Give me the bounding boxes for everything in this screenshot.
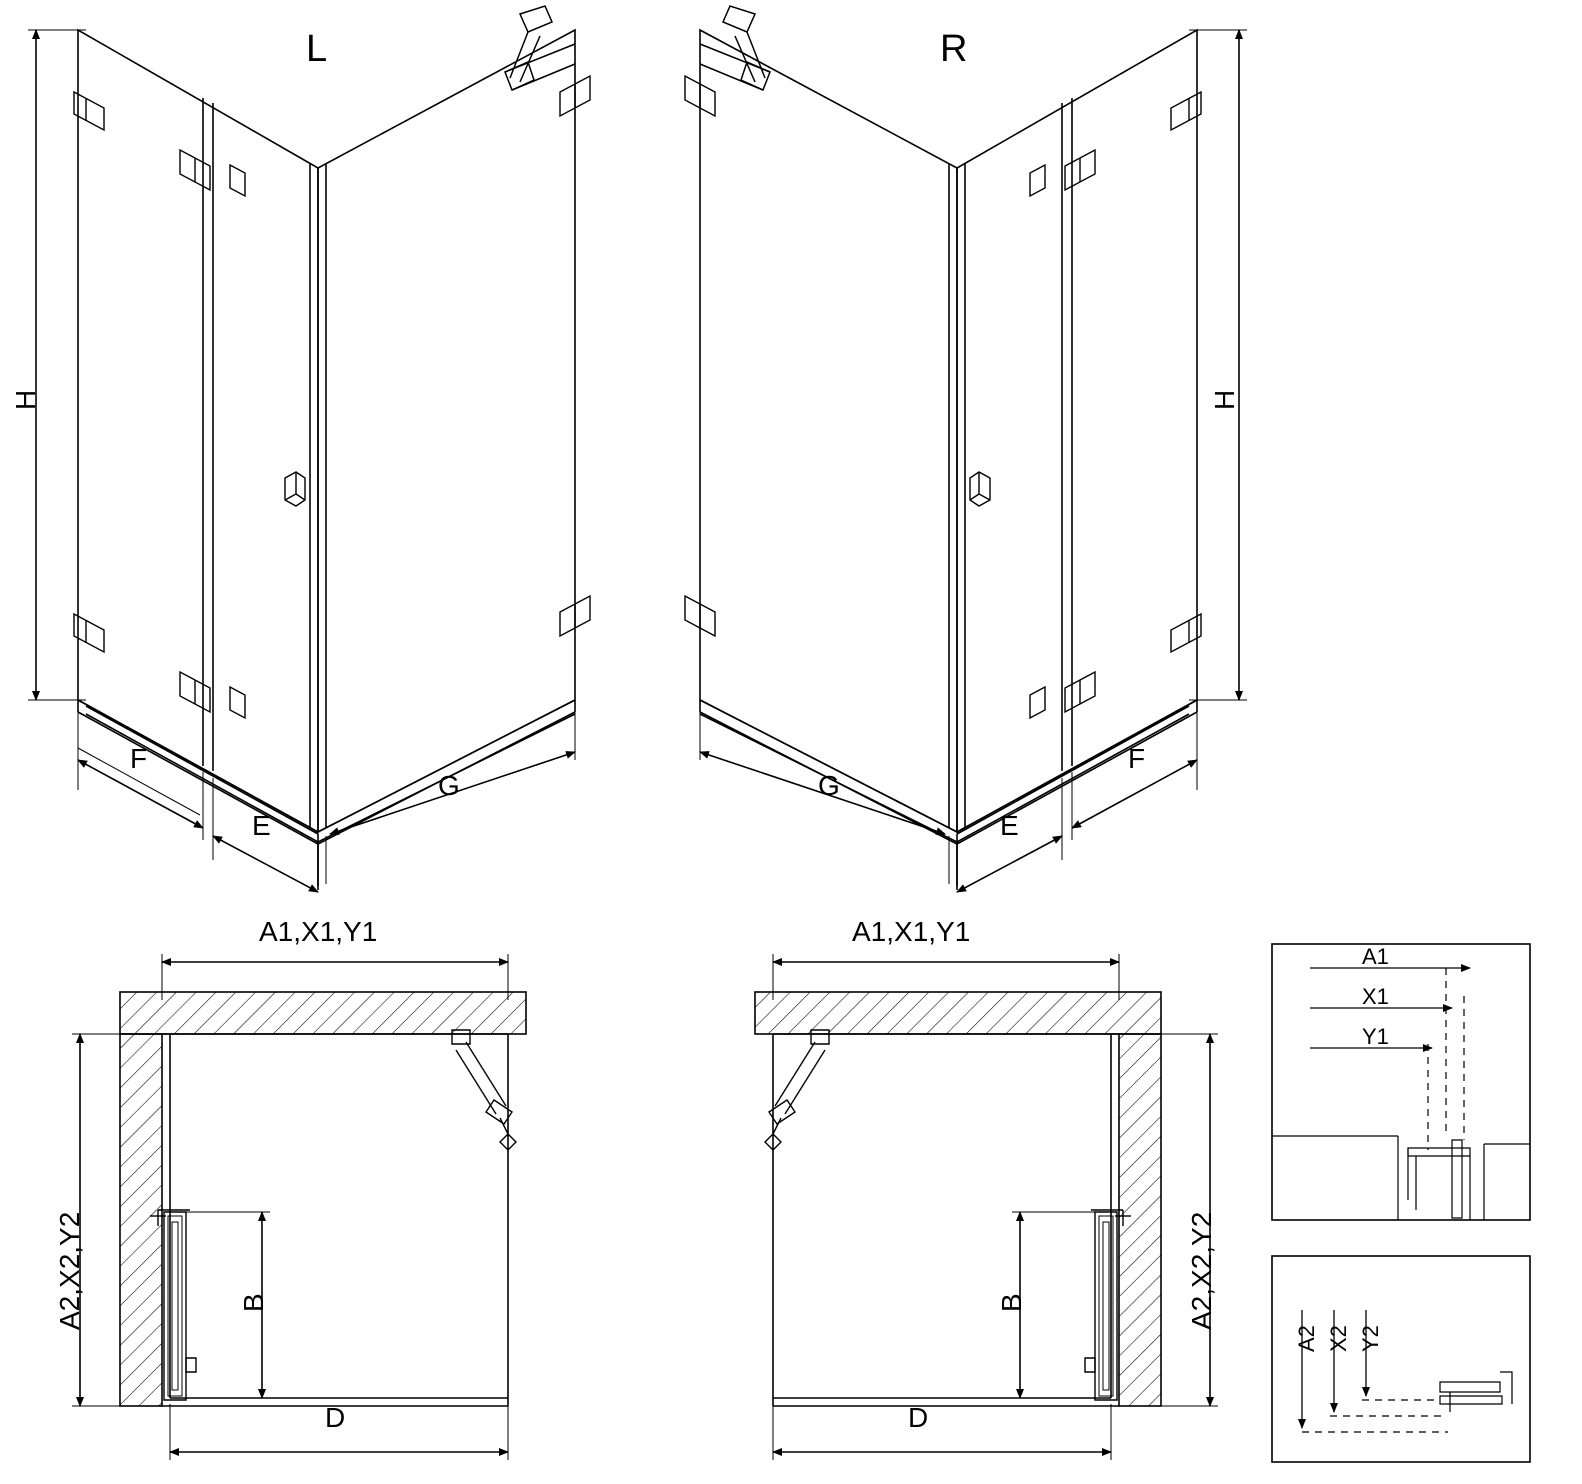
detail-bottom-label-a2: A2 bbox=[1294, 1325, 1319, 1352]
detail-top-label-x1: X1 bbox=[1362, 984, 1389, 1009]
view-label-right: R bbox=[940, 28, 968, 70]
plan-right-side-dimension-label: A2,X2,Y2 bbox=[1186, 1211, 1217, 1330]
detail-top-label-y1: Y1 bbox=[1362, 1024, 1389, 1049]
dimension-label-f-right: F bbox=[1128, 743, 1146, 774]
dimension-label-h-right: H bbox=[1209, 389, 1240, 410]
plan-right-top-dimension-label: A1,X1,Y1 bbox=[852, 916, 971, 947]
plan-left-top-dimension-label: A1,X1,Y1 bbox=[259, 916, 378, 947]
dimension-label-f-left: F bbox=[130, 743, 148, 774]
dimension-label-g-right: G bbox=[818, 770, 840, 801]
detail-bottom-label-y2: Y2 bbox=[1358, 1325, 1383, 1352]
dimension-label-h-left: H bbox=[10, 389, 41, 410]
detail-bottom-label-x2: X2 bbox=[1326, 1325, 1351, 1352]
plan-right-inner-dimension-label: B bbox=[996, 1293, 1027, 1312]
plan-left-bottom-dimension-label: D bbox=[325, 1402, 346, 1433]
dimension-label-e-left: E bbox=[252, 810, 271, 841]
plan-left-inner-dimension-label: B bbox=[238, 1293, 269, 1312]
plan-right-bottom-dimension-label: D bbox=[908, 1402, 929, 1433]
view-label-left: L bbox=[306, 28, 328, 70]
dimension-label-g-left: G bbox=[438, 770, 460, 801]
detail-top-label-a1: A1 bbox=[1362, 944, 1389, 969]
dimension-label-e-right: E bbox=[1000, 810, 1019, 841]
plan-left-side-dimension-label: A2,X2,Y2 bbox=[54, 1211, 85, 1330]
